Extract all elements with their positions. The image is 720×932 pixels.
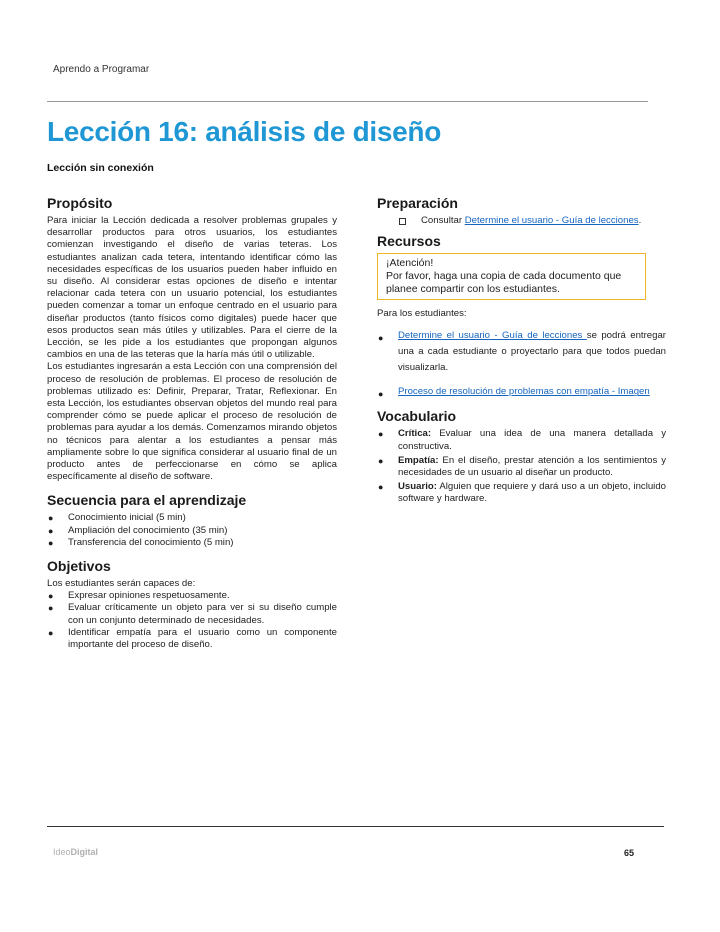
- list-item: ● Crítica: Evaluar una idea de una manera detallada y constructiva.: [378, 428, 666, 452]
- objetivos-list: [47, 590, 337, 651]
- footer-logo: IdeoDigital: [53, 847, 99, 857]
- list-item: ● Transferencia del conocimiento (5 min): [48, 536, 234, 548]
- preparacion-section: [377, 195, 666, 227]
- footer-divider: [47, 826, 664, 827]
- bullet-icon: ●: [378, 429, 384, 440]
- secuencia-list: [47, 512, 337, 549]
- bullet-icon: ●: [378, 482, 384, 493]
- proposito-paragraph-2: Los estudiantes ingresarán a esta Lección con una comprensión del proceso de resolución de problemas. El proceso de resolución de problemas utilizado es: Definir, Preparar, Tratar, Reflexionar. En esta Lección, los estudiantes observan objetos del mundo real para comprender cómo se puede aplicar el proceso de resolución de problemas para ayudar a los demás. Comenzamos mirando objetos no técnicos para alentar a los estudiantes a pensar más ampliamente sobre lo que significa considerar al usuario final de un producto antes de perfeccionarse en cómo se aplica específicamente al diseño de software.: [47, 361, 337, 483]
- preparacion-heading: Preparación: [377, 195, 458, 211]
- bullet-icon: ●: [48, 603, 54, 614]
- list-item: ● Empatía: En el diseño, prestar atención a los sentimientos y necesidades de un usuario al diseñar un producto.: [378, 454, 666, 479]
- list-item: ● Conocimiento inicial (5 min): [48, 512, 186, 524]
- bullet-icon: ●: [378, 455, 384, 466]
- guia-lecciones-link[interactable]: Determine el usuario - Guía de lecciones: [464, 215, 639, 226]
- attention-box: [377, 253, 646, 300]
- proposito-heading: Propósito: [47, 195, 113, 211]
- list-item: ● Determine el usuario - Guía de lecciones se podrá entregar una a cada estudiante o proyectarlo para que todos puedan visualizarla.: [378, 330, 666, 374]
- list-item: ● Expresar opiniones respetuosamente.: [48, 590, 230, 602]
- list-item: ● Usuario: Alguien que requiere y dará uso a un objeto, incluido software y hardware.: [378, 481, 666, 505]
- bullet-icon: ●: [378, 389, 384, 400]
- recursos-heading: Recursos: [377, 233, 441, 250]
- bullet-icon: ●: [378, 333, 384, 344]
- list-item: [377, 384, 666, 400]
- running-header: Aprendo a Programar: [53, 64, 150, 75]
- list-item: ● Ampliación del conocimiento (35 min): [48, 524, 228, 536]
- right-column: [377, 195, 666, 508]
- proceso-empatia-link[interactable]: Proceso de resolución de problemas con empatía - Imagen: [398, 386, 650, 398]
- left-column: [47, 195, 337, 651]
- bullet-icon: ●: [48, 627, 54, 638]
- page-number: 65: [624, 848, 635, 858]
- recursos-section: [377, 233, 666, 400]
- objetivos-heading: Objetivos: [47, 558, 111, 575]
- recursos-list: [377, 328, 666, 400]
- vocabulario-list: [377, 428, 666, 505]
- list-item: ● Identificar empatía para el usuario como un componente importante del proceso de diseño.: [48, 626, 337, 651]
- checkbox-square-icon: [399, 218, 406, 225]
- list-item: ● Evaluar críticamente un objeto para ver si su diseño cumple con un conjunto determinado de necesidades.: [48, 602, 337, 626]
- page-subtitle: Lección sin conexión: [47, 162, 154, 174]
- attention-title: ¡Atención!: [386, 257, 434, 270]
- bullet-icon: ●: [48, 537, 54, 548]
- proposito-section: [47, 195, 337, 483]
- determine-usuario-link[interactable]: Determine el usuario - Guía de lecciones: [398, 330, 587, 342]
- bullet-icon: ●: [48, 525, 54, 536]
- secuencia-heading: Secuencia para el aprendizaje: [47, 492, 247, 509]
- for-students-label: Para los estudiantes:: [377, 308, 467, 320]
- bullet-icon: ●: [48, 513, 54, 524]
- header-divider: [47, 101, 648, 102]
- proposito-paragraph-1: Para iniciar la Lección dedicada a resolver problemas grupales y desarrollar productos para otros usuarios, los estudiantes comienzan investigando el diseño de varias teteras. Los estudiantes analizan cada tetera, intentando identificar cómo las necesidades específicas de los usuarios pueden haber influido en su diseño. Al considerar estas opciones de diseño e intentar relacionar cada tetera con un usuario potencial, los estudiantes pueden comenzar a tomar un enfoque centrado en el usuario para diseñar productos (tanto físicos como digitales) puede hacer que esos productos sean más útiles y utilizables. Para el cierre de la Lección, se les pide a los estudiantes que propongan algunos cambios en una de las teteras que la haría más útil o utilizable.: [47, 215, 337, 361]
- attention-text: Por favor, haga una copia de cada documento que planee compartir con los estudiantes.: [386, 270, 622, 296]
- preparacion-item: Consultar Determine el usuario - Guía de lecciones.: [377, 215, 666, 227]
- objetivos-section: [47, 558, 337, 651]
- objetivos-intro: Los estudiantes serán capaces de:: [47, 578, 196, 590]
- page-title: Lección 16: análisis de diseño: [47, 116, 442, 147]
- secuencia-section: [47, 492, 337, 549]
- bullet-icon: ●: [48, 591, 54, 602]
- vocabulario-section: [377, 408, 666, 505]
- vocabulario-heading: Vocabulario: [377, 408, 457, 425]
